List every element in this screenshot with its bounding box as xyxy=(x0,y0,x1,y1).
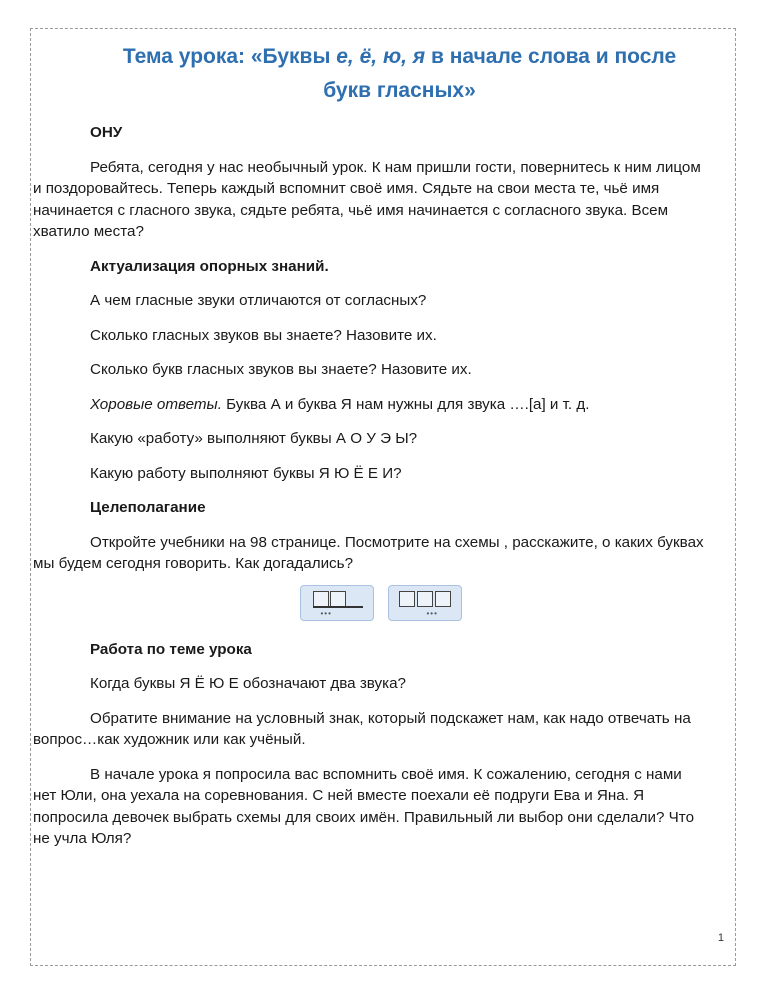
word-scheme-2: ••• xyxy=(388,585,462,621)
title-text-2: в начале слова и после xyxy=(425,45,677,68)
paragraph-names: В начале урока я попросила вас вспомнить своё имя. К сожалению, сегодня с нами нет Юли, она уехала на соревнования. С ней вместе поехали её подруги Ева и Яна. Я попросила девочек выбрать схемы для своих имён. Правильный ли выбор они сделали? Что не учла Юля? xyxy=(33,765,695,847)
question-4: Какую «работу» выполняют буквы А О У Э Ы? xyxy=(90,430,418,447)
choral-label: Хоровые ответы. xyxy=(90,395,222,413)
document-body xyxy=(33,40,708,850)
title-text-1: Тема урока: «Буквы xyxy=(122,45,337,68)
paragraph-onu: Ребята, сегодня у нас необычный урок. К нам пришли гости, повернитесь к ним лицом и поздоровайтесь. Теперь каждый вспомнит своё имя. Сядьте на свои места те, чьё имя начинается с гласного звука, сядьте ребята, чьё имя начинается с согласного звука. Всем хватило места? xyxy=(33,158,701,240)
lesson-title xyxy=(33,40,708,108)
title-letters: е, ё, ю, я xyxy=(336,45,426,68)
choral-text: Буква А и буква Я нам нужны для звука ….[а] и т. д. xyxy=(221,395,590,413)
paragraph-goal: Откройте учебники на 98 странице. Посмотрите на схемы , расскажите, о каких буквах мы будем сегодня говорить. Как догадались? xyxy=(33,533,704,572)
title-text-3: букв гласных» xyxy=(323,79,476,102)
choral-answers xyxy=(33,394,708,416)
question-5: Какую работу выполняют буквы Я Ю Ё Е И? xyxy=(90,464,402,482)
word-scheme-1: ••• xyxy=(300,585,374,621)
paragraph-sign: Обратите внимание на условный знак, который подскажет нам, как надо отвечать на вопрос…как художник или как учёный. xyxy=(33,709,691,748)
word-schemes-figure xyxy=(33,585,708,621)
question-6: Когда буквы Я Ё Ю Е обозначают два звука? xyxy=(90,675,407,692)
section-heading-onu: ОНУ xyxy=(90,124,123,141)
question-3: Сколько букв гласных звуков вы знаете? Назовите их. xyxy=(90,361,472,378)
page-number: 1 xyxy=(717,932,724,944)
section-heading-goal: Целеполагание xyxy=(90,499,206,516)
question-2: Сколько гласных звуков вы знаете? Назовите их. xyxy=(90,326,437,344)
question-1: А чем гласные звуки отличаются от согласных? xyxy=(90,292,427,309)
section-heading-actualization: Актуализация опорных знаний. xyxy=(90,257,329,275)
section-heading-work: Работа по теме урока xyxy=(90,640,252,658)
